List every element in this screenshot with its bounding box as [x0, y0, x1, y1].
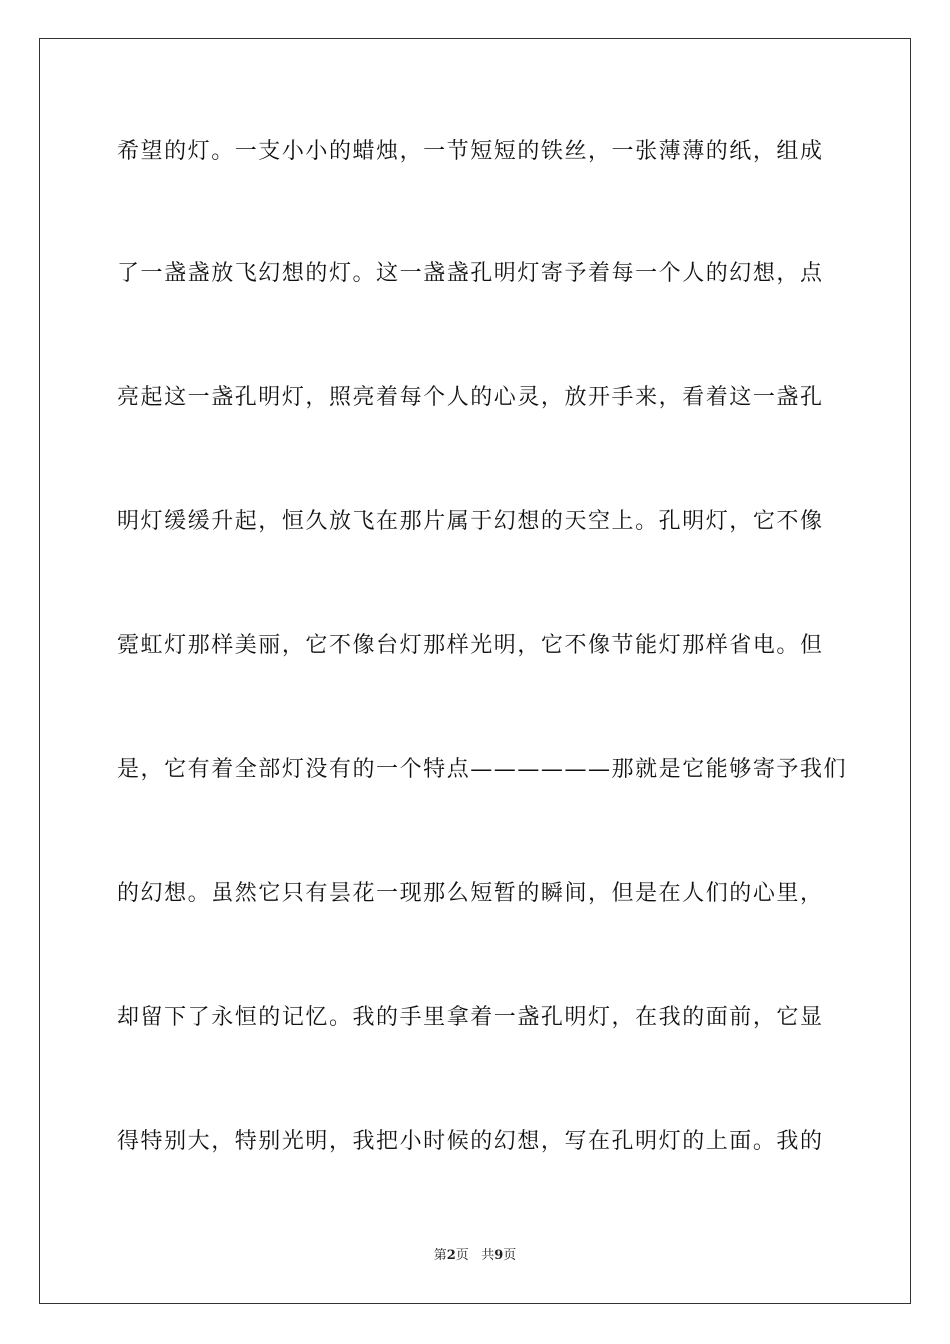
- page-footer: [0, 1246, 950, 1266]
- body-line-3: 亮起这一盏孔明灯，照亮着每个人的心灵，放开手来，看着这一盏孔: [117, 385, 824, 410]
- page-number: 2: [446, 1248, 456, 1263]
- body-line-2: 了一盏盏放飞幻想的灯。这一盏盏孔明灯寄予着每一个人的幻想，点: [117, 261, 824, 286]
- body-line-8: 却留下了永恒的记忆。我的手里拿着一盏孔明灯，在我的面前，它显: [117, 1005, 824, 1030]
- page-suffix: 页: [455, 1248, 469, 1263]
- body-line-4: 明灯缓缓升起，恒久放飞在那片属于幻想的天空上。孔明灯，它不像: [117, 509, 824, 534]
- body-line-6: 是，它有着全部灯没有的一个特点——————那就是它能够寄予我们: [117, 757, 848, 782]
- page-prefix: 第: [433, 1248, 447, 1263]
- body-line-5: 霓虹灯那样美丽，它不像台灯那样光明，它不像节能灯那样省电。但: [117, 633, 824, 658]
- body-line-1: 希望的灯。一支小小的蜡烛，一节短短的铁丝，一张薄薄的纸，组成: [117, 139, 824, 164]
- total-suffix: 页: [503, 1248, 517, 1263]
- body-line-9: 得特别大，特别光明，我把小时候的幻想，写在孔明灯的上面。我的: [117, 1129, 824, 1154]
- page-border: [39, 38, 911, 1304]
- body-line-7: 的幻想。虽然它只有昙花一现那么短暂的瞬间，但是在人们的心里，: [117, 881, 824, 906]
- total-pages: 9: [494, 1248, 504, 1263]
- total-prefix: 共: [481, 1248, 495, 1263]
